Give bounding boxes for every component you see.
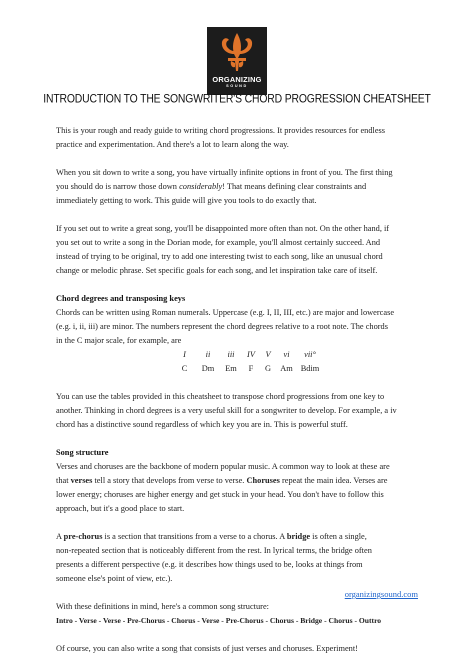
numeral-cell: ii [205,350,211,359]
roman-numeral-row [173,348,428,362]
transposing-paragraph [56,390,428,432]
bold-term-choruses: Choruses [246,476,280,485]
text-line: practice and experimentation. And there's a lot to learn along the way. [56,140,289,149]
song-structure-paragraph-4: Of course, you can also write a song that consists of just verses and choruses. Experiment! [56,644,358,653]
text-line: is often a single, [310,532,367,541]
text-line: instead of trying to be original, try to add one interesting twist to each song, like an unusual chord [56,252,383,261]
emphasis-text: considerably [179,182,223,191]
numeral-cell: vii° [304,350,316,359]
logo-text-organizing: ORGANIZING [212,75,262,84]
text-line: that [56,476,71,485]
numeral-cell: I [183,350,186,359]
logo-text-sound: SOUND [226,84,248,88]
chord-cell: Am [280,364,293,373]
chord-degrees-paragraph [56,306,428,348]
text-line: you should do is narrow those down [56,182,180,191]
chord-cell: G [264,364,272,373]
intro-paragraph-1 [56,124,428,152]
text-line: approach, but it's a good place to start. [56,504,185,513]
text-line: (e.g. i, ii, iii) are minor. The numbers represent the chord degrees relative to a root note. The chords [56,322,388,331]
text-line: Chords can be written using Roman numerals. Uppercase (e.g. I, II, III, etc.) are major and lowercase [56,308,395,317]
numeral-cell: IV [247,350,255,359]
chord-cell: F [248,364,254,373]
text-line: immediately getting to work. This guide will give you tools to do exactly that. [56,196,317,205]
text-line: A [56,532,64,541]
numeral-cell: V [265,350,271,359]
text-line: is a section that transitions from a verse to a chorus. A [102,532,287,541]
text-line: non-repeated section that is noticeably different from the rest. In lyrical terms, the bridge often [56,546,372,555]
text-line: in the C major scale, for example, are [56,336,182,345]
footer [0,589,418,599]
chord-cell: Bdim [300,364,320,373]
song-structure-paragraph-3 [56,600,428,628]
song-structure-paragraph-1 [56,460,428,516]
text-line: chord has a distinctive sound regardless of which key you are in. This is powerful stuff. [56,420,348,429]
text-line: repeat the main idea. Verses are [279,476,388,485]
text-line: If you set out to write a great song, you'll be disappointed more often than not. On the other hand, if [56,224,390,233]
text-line: presents a different perspective (e.g. it describes how things used to be, looks at things from [56,560,363,569]
text-line: This is your rough and ready guide to writing chord progressions. It provides resources for endless [56,126,386,135]
page-title: INTRODUCTION TO THE SONGWRITER'S CHORD PROGRESSION CHEATSHEET [43,93,431,106]
document-body [56,124,428,656]
text-line: tell a story that develops from verse to verse. [92,476,247,485]
chord-cell: C [181,364,188,373]
text-line: With these definitions in mind, here's a common song structure: [56,602,269,611]
text-line: Verses and choruses are the backbone of modern popular music. A common way to look at these are [56,462,390,471]
chord-name-row [173,362,428,376]
song-structure-heading: Song structure [56,448,109,457]
intro-paragraph-3 [56,222,428,278]
website-link[interactable]: organizingsound.com [344,589,418,599]
chord-cell: Dm [201,364,215,373]
song-structure-paragraph-2 [56,530,428,586]
text-line: You can use the tables provided in this cheatsheet to transpose chord progressions from one key to [56,392,385,401]
bold-term-bridge: bridge [286,532,311,541]
chord-degrees-heading: Chord degrees and transposing keys [56,294,186,303]
text-line: someone else's point of view, etc.). [56,574,173,583]
bold-term-verses: verses [70,476,93,485]
text-line: lower energy; choruses are higher energy and get stuck in your head. You don't have to follow this [56,490,384,499]
text-line: ! That means defining clear constraints and [222,182,367,191]
song-structure-sequence: Intro - Verse - Verse - Pre-Chorus - Chorus - Verse - Pre-Chorus - Chorus - Bridge - Chorus - Outtro [56,616,382,625]
intro-paragraph-2 [56,166,428,208]
text-line: When you sit down to write a song, you have virtually infinite options in front of you. The first thing [56,168,393,177]
numeral-cell: vi [283,350,290,359]
chord-cell: Em [225,364,237,373]
text-line: another. Thinking in chord degrees is a very useful skill for a songwriter to develop. For example, a iv [56,406,397,415]
c-major-chord-table [56,348,428,376]
text-line: you set out to write a song in the Dorian mode, for example, you'll almost certainly succeed. And [56,238,381,247]
text-line: change or melodic phrase. Set specific goals for each song, and let inspiration take care of itself. [56,266,378,275]
organizing-sound-logo [207,27,267,95]
bold-term-pre-chorus: pre-chorus [63,532,103,541]
numeral-cell: iii [227,350,235,359]
